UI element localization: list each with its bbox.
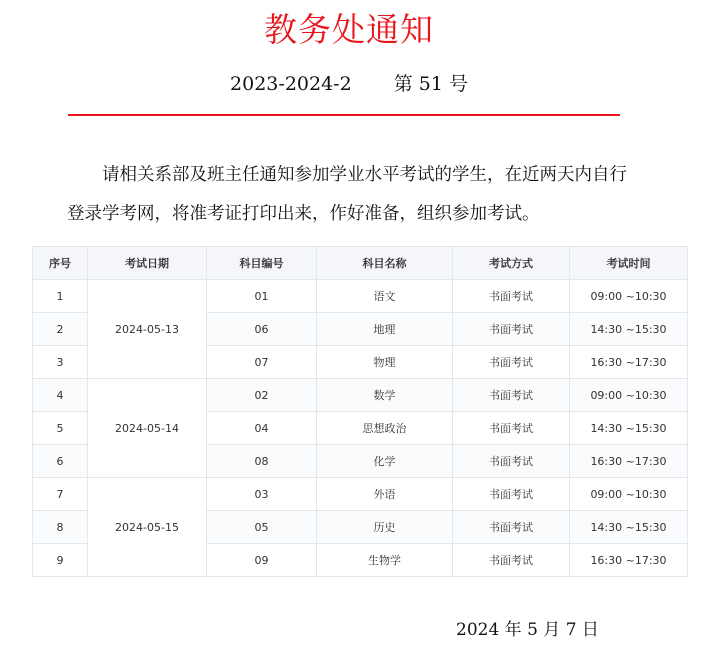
cell-mode: 书面考试	[453, 346, 570, 379]
cell-subject: 思想政治	[317, 412, 453, 445]
cell-mode: 书面考试	[453, 445, 570, 478]
notice-title: 教务处通知	[264, 10, 434, 49]
cell-no: 2	[33, 313, 88, 346]
cell-mode: 书面考试	[453, 313, 570, 346]
cell-time: 16:30 ~17:30	[570, 544, 688, 577]
cell-mode: 书面考试	[453, 478, 570, 511]
cell-subject: 外语	[317, 478, 453, 511]
cell-subject: 生物学	[317, 544, 453, 577]
exam-schedule-table	[32, 246, 688, 577]
table-header-row	[33, 247, 688, 280]
cell-date: 2024-05-13	[88, 280, 207, 379]
term-label: 2023-2024-2	[230, 73, 352, 95]
cell-mode: 书面考试	[453, 379, 570, 412]
cell-time: 09:00 ~10:30	[570, 379, 688, 412]
cell-time: 14:30 ~15:30	[570, 313, 688, 346]
notice-body: 请相关系部及班主任通知参加学业水平考试的学生，在近两天内自行登录学考网，将准考证打印出来，作好准备，组织参加考试。	[67, 165, 627, 224]
table-row	[33, 379, 688, 412]
cell-date: 2024-05-15	[88, 478, 207, 577]
cell-time: 14:30 ~15:30	[570, 511, 688, 544]
cell-time: 09:00 ~10:30	[570, 280, 688, 313]
header-divider	[68, 114, 620, 116]
cell-time: 14:30 ~15:30	[570, 412, 688, 445]
cell-no: 1	[33, 280, 88, 313]
header-no: 序号	[33, 247, 88, 280]
cell-no: 8	[33, 511, 88, 544]
cell-time: 16:30 ~17:30	[570, 346, 688, 379]
cell-code: 01	[207, 280, 317, 313]
cell-mode: 书面考试	[453, 544, 570, 577]
cell-code: 04	[207, 412, 317, 445]
cell-code: 05	[207, 511, 317, 544]
cell-mode: 书面考试	[453, 280, 570, 313]
table-row	[33, 280, 688, 313]
cell-no: 4	[33, 379, 88, 412]
cell-no: 5	[33, 412, 88, 445]
header-code: 科目编号	[207, 247, 317, 280]
cell-code: 08	[207, 445, 317, 478]
cell-subject: 化学	[317, 445, 453, 478]
cell-subject: 历史	[317, 511, 453, 544]
cell-code: 09	[207, 544, 317, 577]
cell-code: 02	[207, 379, 317, 412]
cell-time: 16:30 ~17:30	[570, 445, 688, 478]
cell-mode: 书面考试	[453, 511, 570, 544]
cell-subject: 数学	[317, 379, 453, 412]
cell-date: 2024-05-14	[88, 379, 207, 478]
header-time: 考试时间	[570, 247, 688, 280]
cell-no: 7	[33, 478, 88, 511]
cell-code: 07	[207, 346, 317, 379]
cell-time: 09:00 ~10:30	[570, 478, 688, 511]
cell-code: 06	[207, 313, 317, 346]
issue-number: 第 51 号	[393, 73, 468, 95]
cell-no: 9	[33, 544, 88, 577]
cell-code: 03	[207, 478, 317, 511]
header-mode: 考试方式	[453, 247, 570, 280]
cell-no: 3	[33, 346, 88, 379]
cell-subject: 物理	[317, 346, 453, 379]
cell-subject: 地理	[317, 313, 453, 346]
cell-subject: 语文	[317, 280, 453, 313]
header-subject: 科目名称	[317, 247, 453, 280]
document-number	[0, 70, 698, 98]
header-date: 考试日期	[88, 247, 207, 280]
table-row	[33, 478, 688, 511]
cell-no: 6	[33, 445, 88, 478]
issue-date: 2024 年 5 月 7 日	[456, 620, 599, 640]
cell-mode: 书面考试	[453, 412, 570, 445]
